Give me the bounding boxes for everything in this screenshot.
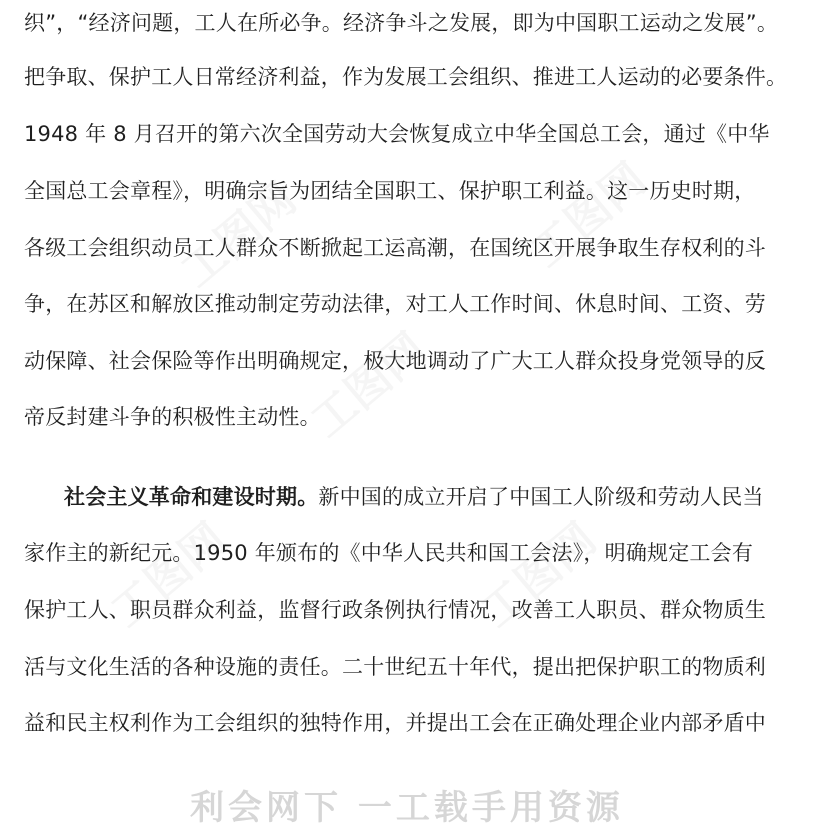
watermark: 工图网 xyxy=(171,173,306,298)
text-line: 益和民主权利作为工会组织的独特作用，并提出工会在正确处理企业内部矛盾中 xyxy=(24,711,766,735)
footer-watermark-text: 利会网下 一工载手用资源 xyxy=(190,788,624,828)
text-line: 保护工人、职员群众利益，监督行政条例执行情况，改善工人职员、群众物质生 xyxy=(24,598,766,622)
text-line: 把争取、保护工人日常经济利益，作为发展工会组织、推进工人运动的必要条件。 xyxy=(24,65,788,89)
text-line: 家作主的新纪元。1950 年颁布的《中华人民共和国工会法》，明确规定工会有 xyxy=(24,541,754,565)
watermark: 工图网 xyxy=(101,513,236,638)
text-line: 全国总工会章程》，明确宗旨为团结全国职工、保护职工利益。这一历史时期， xyxy=(24,179,756,203)
text-line: 织”，“经济问题，工人在所必争。经济争斗之发展，即为中国职工运动之发展”。 xyxy=(24,11,779,35)
text-line: 争，在苏区和解放区推动制定劳动法律，对工人工作时间、休息时间、工资、劳 xyxy=(24,292,766,316)
text-line xyxy=(64,483,824,511)
watermark: 工图网 xyxy=(471,513,606,638)
text-line: 活与文化生活的各种设施的责任。二十世纪五十年代，提出把保护职工的物质利 xyxy=(24,655,766,679)
watermark: 工图网 xyxy=(521,153,656,278)
text-line: 1948 年 8 月召开的第六次全国劳动大会恢复成立中华全国总工会，通过《中华 xyxy=(24,122,770,146)
section-heading: 社会主义革命和建设时期。 xyxy=(64,485,319,509)
text-span: 新中国的成立开启了中国工人阶级和劳动人民当 xyxy=(318,485,764,509)
text-line: 各级工会组织动员工人群众不断掀起工运高潮，在国统区开展争取生存权利的斗 xyxy=(24,236,766,260)
text-line: 帝反封建斗争的积极性主动性。 xyxy=(24,405,321,429)
watermark: 工图网 xyxy=(301,323,436,448)
text-line: 动保障、社会保险等作出明确规定，极大地调动了广大工人群众投身党领导的反 xyxy=(24,349,766,373)
